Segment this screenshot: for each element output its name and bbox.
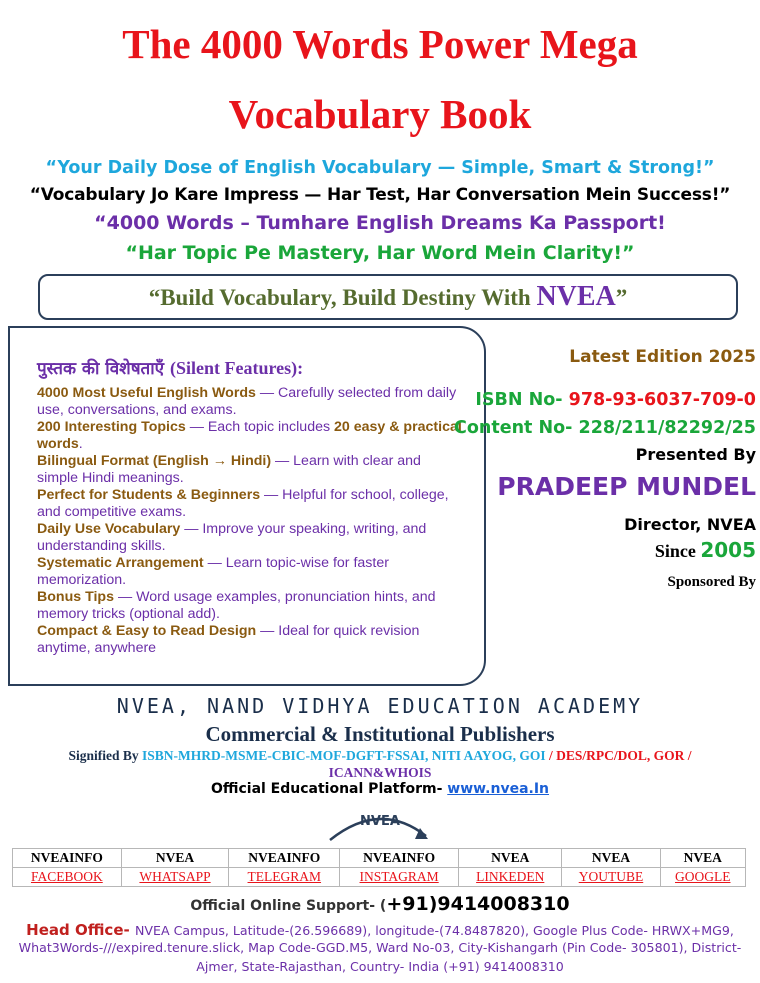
title-line-1: The 4000 Words Power Mega <box>122 21 638 67</box>
academy-name: NVEA, NAND VIDHYA EDUCATION ACADEMY <box>116 694 644 718</box>
feature-item <box>37 419 462 453</box>
since-line <box>655 538 756 562</box>
youtube-link[interactable]: YOUTUBE <box>562 868 660 887</box>
author-name: PRADEEP MUNDEL <box>497 472 756 501</box>
feature-text: — Helpful for school, college, and competitive exams. <box>37 487 449 520</box>
social-names-row <box>13 849 746 868</box>
features-panel <box>8 326 486 686</box>
feature-text: — Learn topic-wise for faster memorization. <box>37 555 389 588</box>
tagline-3: “4000 Words – Tumhare English Dreams Ka Passport! <box>94 212 666 234</box>
google-link[interactable]: GOOGLE <box>660 868 745 887</box>
isbn-line <box>475 390 756 410</box>
signified-prefix: Signified By <box>68 748 142 763</box>
social-name: NVEA <box>459 849 562 868</box>
social-name: NVEA <box>562 849 660 868</box>
support-phone: +91)9414008310 <box>386 893 570 915</box>
feature-text-2: . <box>78 436 83 452</box>
feature-text: — Ideal for quick revision anytime, anywhere <box>37 623 420 656</box>
features-heading-hindi: पुस्तक की विशेषताएँ <box>37 359 170 379</box>
signified-separator-2: / <box>684 748 692 763</box>
title-line-2: Vocabulary Book <box>228 91 532 137</box>
whatsapp-link[interactable]: WHATSAPP <box>121 868 229 887</box>
support-line <box>0 893 760 915</box>
feature-key: Daily Use Vocabulary <box>37 521 181 537</box>
office-line-1 <box>0 921 760 939</box>
social-name: NVEAINFO <box>229 849 340 868</box>
feature-item <box>37 453 462 487</box>
feature-key: Perfect for Students & Beginners <box>37 487 261 503</box>
tagline-1: “Your Daily Dose of English Vocabulary — Simple, Smart & Strong!” <box>45 158 715 178</box>
feature-text: — Carefully selected from daily use, conversations, and exams. <box>37 385 457 418</box>
feature-text: — Learn with clear and simple Hindi meanings. <box>37 453 421 486</box>
tagline-2: “Vocabulary Jo Kare Impress — Har Test, Har Conversation Mein Success!” <box>29 185 731 205</box>
feature-item <box>37 487 462 521</box>
content-value: 228/211/82292/25 <box>578 418 756 438</box>
linkedin-link[interactable]: LINKEDEN <box>459 868 562 887</box>
platform-line <box>0 781 760 797</box>
signified-separator: / <box>545 748 557 763</box>
tagline-4: “Har Topic Pe Mastery, Har Word Mein Clarity!” <box>125 242 635 264</box>
author-title: Director, NVEA <box>624 515 756 534</box>
since-year: 2005 <box>700 538 756 562</box>
edition-label: Latest Edition 2025 <box>569 347 756 367</box>
features-heading <box>37 356 462 379</box>
content-label: Content No- <box>454 418 579 438</box>
instagram-link[interactable]: INSTAGRAM <box>340 868 459 887</box>
feature-text: — Word usage examples, pronunciation hints, and memory tricks (optional add). <box>37 589 436 622</box>
feature-item <box>37 521 462 555</box>
slogan-close: ” <box>615 285 628 310</box>
social-table <box>12 848 746 887</box>
feature-key: 4000 Most Useful English Words <box>37 385 256 401</box>
office-address-2: What3Words-///expired.tenure.slick, Map Code-GGD.M5, Ward No-03, City-Kishangarh (Pin Code- 305801), District- <box>18 940 742 955</box>
since-label: Since <box>654 541 701 561</box>
social-links-row <box>13 868 746 887</box>
feature-text: — Each topic includes <box>185 419 335 435</box>
isbn-label: ISBN No- <box>475 390 569 410</box>
feature-item <box>37 589 462 623</box>
platform-link[interactable]: www.nvea.In <box>447 781 550 797</box>
signified-state: DES/RPC/DOL, GOR <box>556 748 685 763</box>
slogan-brand: NVEA <box>536 281 616 312</box>
facebook-link[interactable]: FACEBOOK <box>13 868 122 887</box>
sponsored-by: Sponsored By <box>667 574 756 590</box>
features-heading-english: (Silent Features): <box>169 358 304 378</box>
content-number-line <box>454 418 756 438</box>
presented-by: Presented By <box>635 445 756 464</box>
feature-key: 200 Interesting Topics <box>37 419 186 435</box>
signified-line <box>0 748 760 764</box>
social-name: NVEAINFO <box>340 849 459 868</box>
feature-key-2: 20 easy & practical words <box>37 419 462 452</box>
feature-item <box>37 555 462 589</box>
feature-item <box>37 623 462 657</box>
feature-key: Bilingual Format (English → Hindi) <box>37 453 272 469</box>
social-name: NVEA <box>121 849 229 868</box>
isbn-value: 978-93-6037-709-0 <box>568 390 756 410</box>
feature-key: Systematic Arrangement <box>37 555 204 571</box>
arc-label: NVEA <box>360 814 400 829</box>
office-address-1: NVEA Campus, Latitude-(26.596689), longitude-(74.8487820), Google Plus Code- HRWX+MG9, <box>134 923 734 938</box>
slogan-banner <box>38 274 738 320</box>
platform-label: Official Educational Platform- <box>210 781 448 797</box>
slogan-text: “Build Vocabulary, Build Destiny With <box>148 285 537 310</box>
feature-item <box>37 385 462 419</box>
icann-line: ICANN&WHOIS <box>328 765 432 780</box>
social-name: NVEA <box>660 849 745 868</box>
office-label: Head Office- <box>26 921 135 939</box>
telegram-link[interactable]: TELEGRAM <box>229 868 340 887</box>
support-label: Official Online Support- ( <box>190 898 387 914</box>
signified-authorities: ISBN-MHRD-MSME-CBIC-MOF-DGFT-FSSAI, NITI AAYOG, GOI <box>141 748 546 763</box>
publisher-type: Commercial & Institutional Publishers <box>205 722 555 746</box>
feature-key: Bonus Tips <box>37 589 114 605</box>
office-address-3: Ajmer, State-Rajasthan, Country- India (+91) 9414008310 <box>196 959 564 974</box>
social-name: NVEAINFO <box>13 849 122 868</box>
feature-key: Compact & Easy to Read Design <box>37 623 257 639</box>
feature-text: — Improve your speaking, writing, and understanding skills. <box>37 521 427 554</box>
